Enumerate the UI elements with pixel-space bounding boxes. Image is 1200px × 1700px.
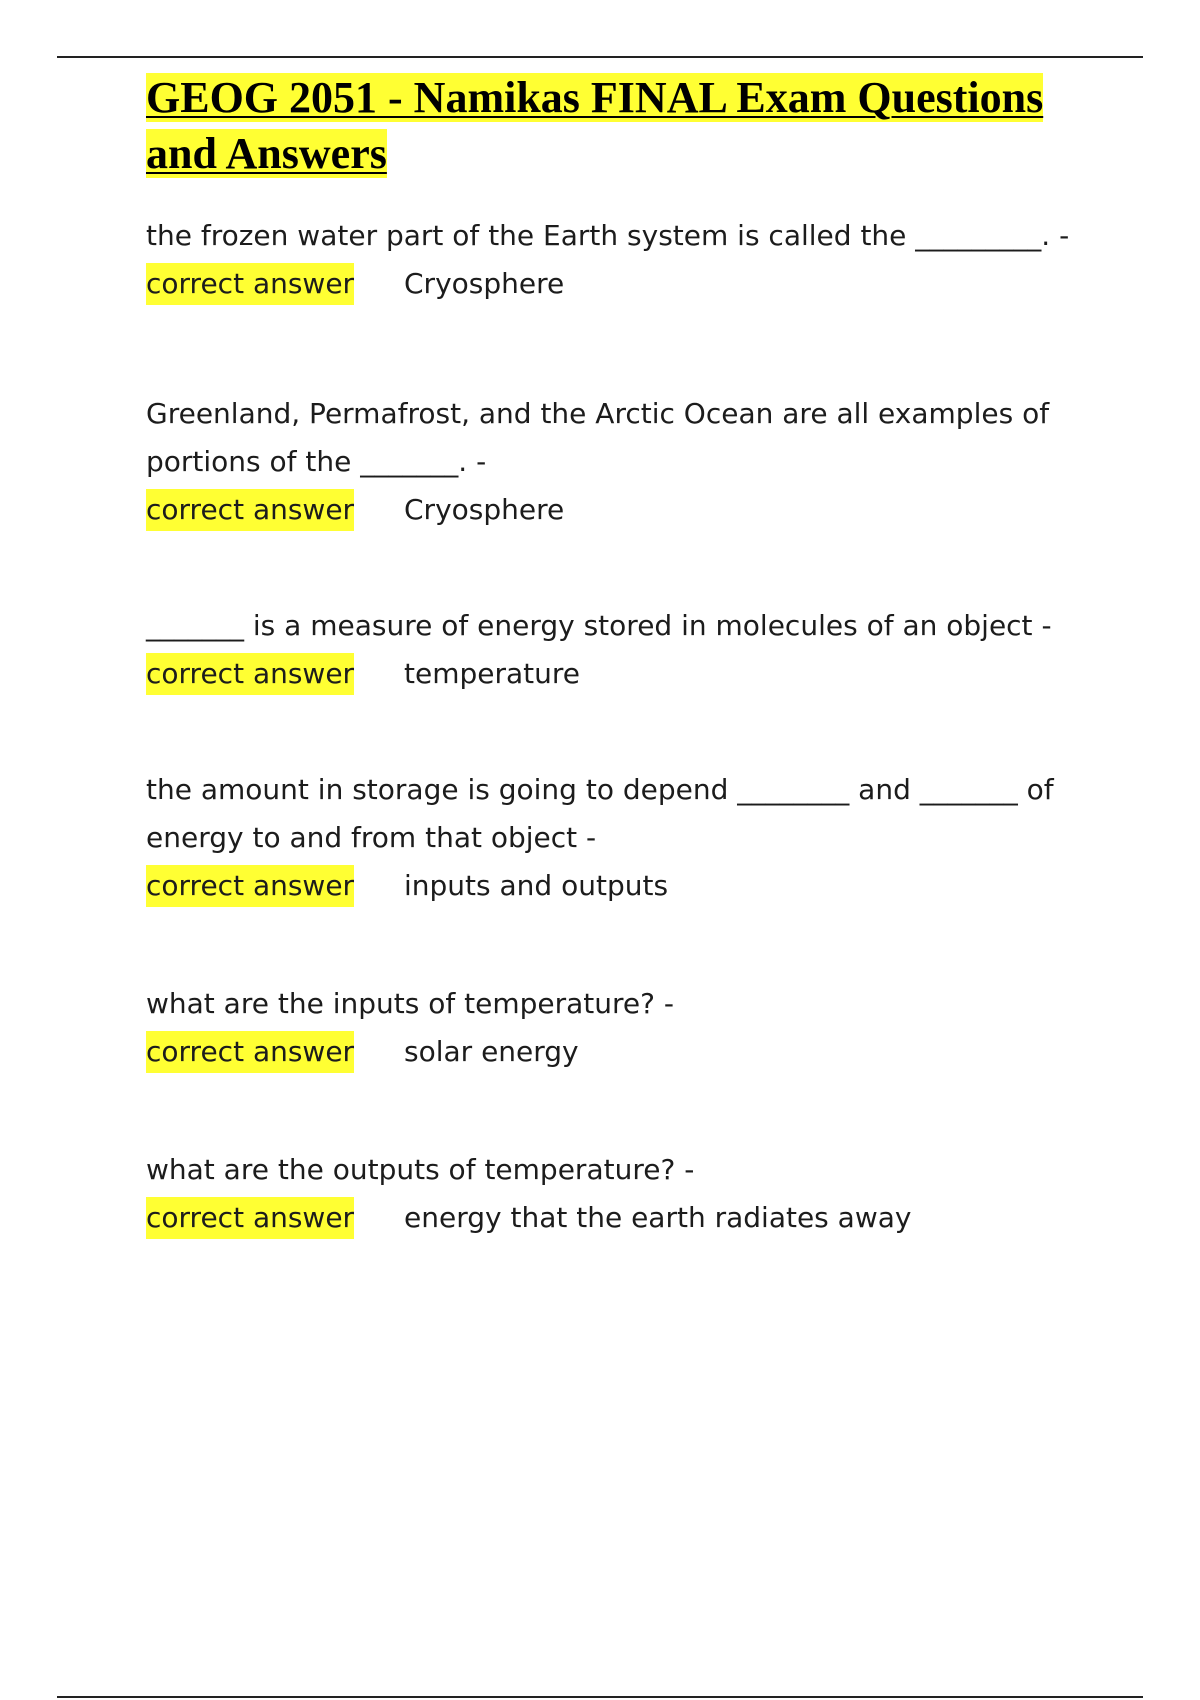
question-text: what are the inputs of temperature? - xyxy=(146,987,674,1020)
document-title-text: GEOG 2051 - Namikas FINAL Exam Questions and Answers xyxy=(146,73,1044,178)
qa-item xyxy=(146,390,1076,534)
question-text: what are the outputs of temperature? - xyxy=(146,1153,695,1186)
answer-text: inputs and outputs xyxy=(404,869,669,902)
answer-text: temperature xyxy=(404,657,580,690)
bottom-rule xyxy=(57,1696,1143,1698)
correct-answer-label: correct answer xyxy=(146,263,354,305)
answer-text: Cryosphere xyxy=(404,493,565,526)
answer-line xyxy=(146,260,1076,308)
qa-item xyxy=(146,980,1076,1076)
question-text: the amount in storage is going to depend ________ and _______ of energy to and from that object - xyxy=(146,773,1054,854)
document-title xyxy=(146,70,1076,182)
answer-text: Cryosphere xyxy=(404,267,565,300)
correct-answer-label: correct answer xyxy=(146,1031,354,1073)
correct-answer-label: correct answer xyxy=(146,653,354,695)
correct-answer-label: correct answer xyxy=(146,489,354,531)
answer-line xyxy=(146,650,1076,698)
qa-item xyxy=(146,602,1076,698)
answer-line xyxy=(146,1194,1076,1242)
question-text: the frozen water part of the Earth system is called the _________. - xyxy=(146,219,1070,252)
qa-item xyxy=(146,766,1076,910)
correct-answer-label: correct answer xyxy=(146,865,354,907)
answer-text: solar energy xyxy=(404,1035,579,1068)
document-body xyxy=(146,70,1076,1242)
qa-item xyxy=(146,1146,1076,1242)
answer-line xyxy=(146,1028,1076,1076)
qa-item xyxy=(146,212,1076,308)
top-rule xyxy=(57,56,1143,58)
question-text: Greenland, Permafrost, and the Arctic Ocean are all examples of portions of the _______. - xyxy=(146,397,1050,478)
answer-line xyxy=(146,486,1076,534)
answer-text: energy that the earth radiates away xyxy=(404,1201,912,1234)
correct-answer-label: correct answer xyxy=(146,1197,354,1239)
question-text: _______ is a measure of energy stored in molecules of an object - xyxy=(146,609,1052,642)
answer-line xyxy=(146,862,1076,910)
